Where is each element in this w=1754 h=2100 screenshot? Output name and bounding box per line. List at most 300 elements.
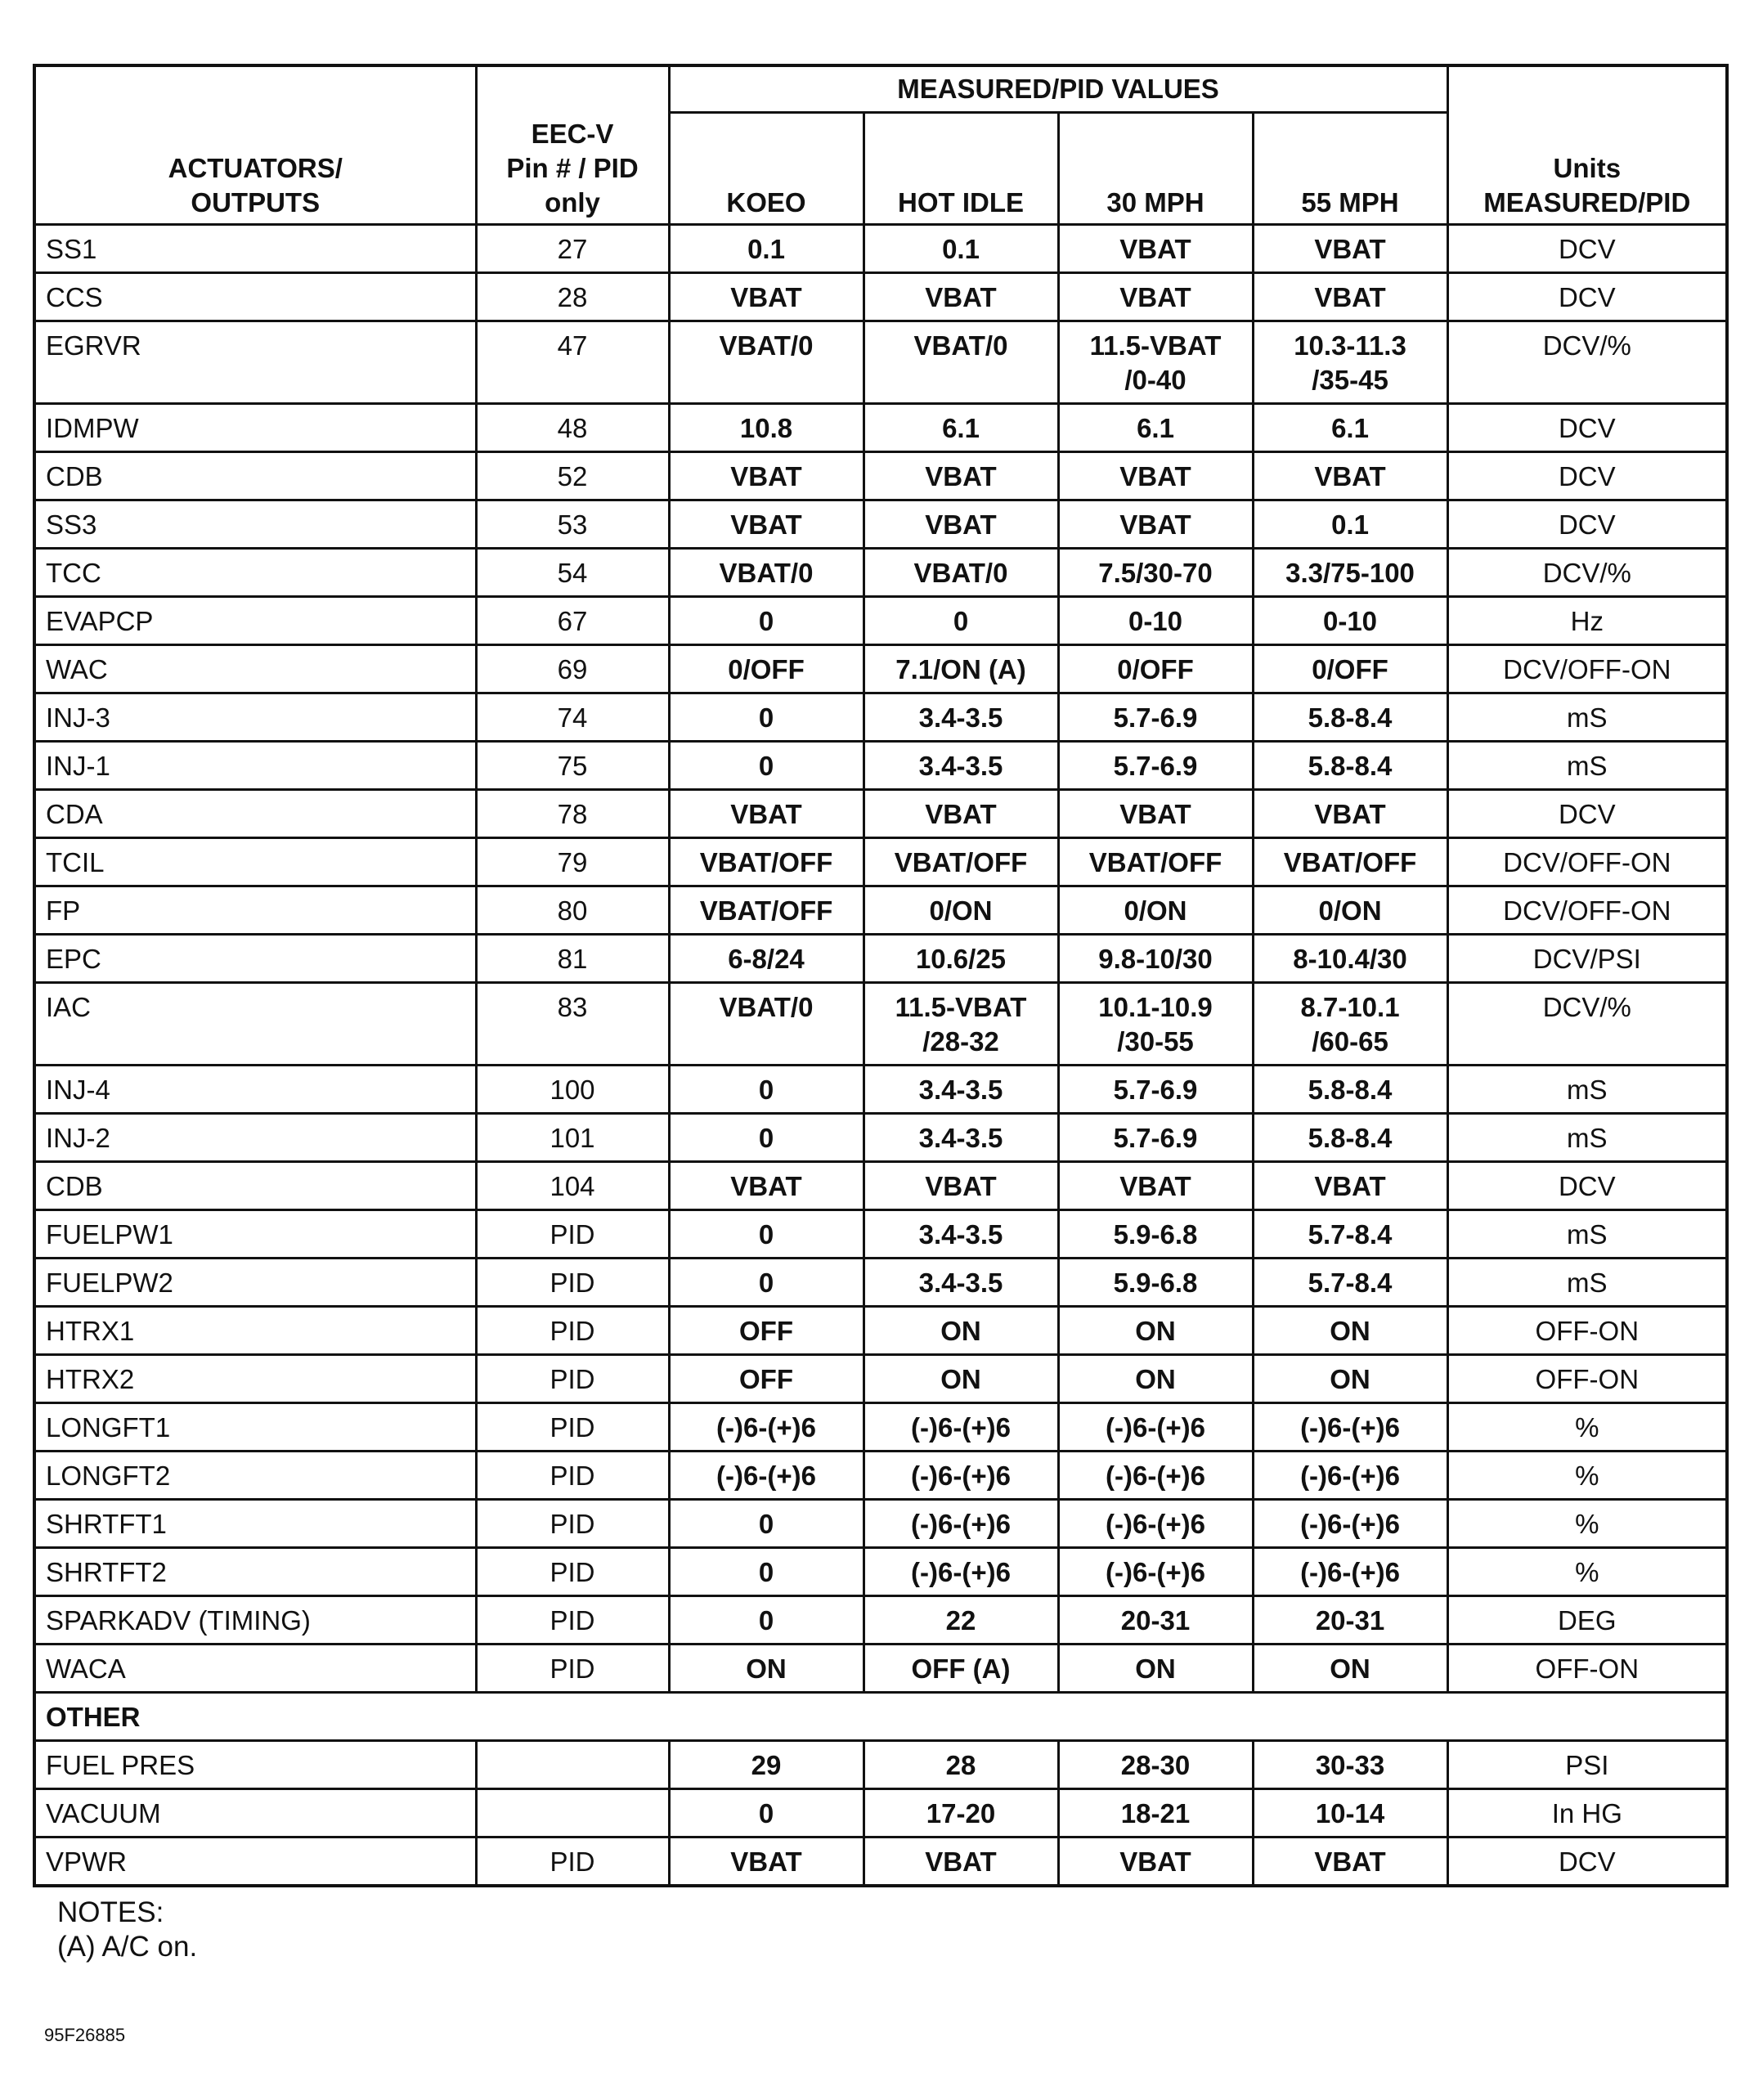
units-value: OFF-ON: [1447, 1645, 1727, 1693]
value-line: 5.7-6.9: [1113, 1123, 1198, 1153]
value-line: VBAT: [730, 1846, 802, 1877]
value-line: 0: [758, 1605, 774, 1636]
value-line: 0: [758, 606, 774, 636]
mph55-value: [1253, 1596, 1447, 1645]
koeo-value: [669, 1403, 864, 1452]
koeo-value: [669, 500, 864, 549]
units-value: DCV: [1447, 273, 1727, 321]
value-line: (-)6-(+)6: [716, 1412, 816, 1443]
mph30-value: [1058, 790, 1253, 838]
mph55-value: [1253, 742, 1447, 790]
koeo-value: [669, 1210, 864, 1259]
mph55-value: [1253, 1741, 1447, 1789]
mph55-value: [1253, 1066, 1447, 1114]
mph30-value: [1058, 1596, 1253, 1645]
hot-idle-value: [864, 597, 1058, 645]
koeo-value: [669, 935, 864, 983]
value-line: VBAT: [1119, 799, 1191, 829]
actuator-name: SHRTFT2: [34, 1548, 476, 1596]
mph30-value: [1058, 742, 1253, 790]
mph30-value: [1058, 838, 1253, 886]
table-row: [34, 1307, 1727, 1355]
value-line: 9.8-10/30: [1098, 944, 1213, 974]
mph30-value: [1058, 1259, 1253, 1307]
units-value: DCV/OFF-ON: [1447, 645, 1727, 693]
table-row: [34, 1596, 1727, 1645]
mph55-value: [1253, 1789, 1447, 1838]
mph55-value: [1253, 886, 1447, 935]
koeo-value: [669, 404, 864, 452]
koeo-value: [669, 452, 864, 500]
actuator-name: HTRX2: [34, 1355, 476, 1403]
koeo-value: [669, 1548, 864, 1596]
actuator-name: WACA: [34, 1645, 476, 1693]
value-line: 18-21: [1120, 1798, 1191, 1829]
value-line: VBAT/0: [913, 558, 1008, 588]
hot-idle-value: [864, 225, 1058, 273]
hot-idle-value: [864, 1500, 1058, 1548]
hot-idle-value: [864, 1114, 1058, 1162]
hot-idle-value: [864, 1596, 1058, 1645]
mph55-value: [1253, 1162, 1447, 1210]
value-line: 7.1/ON (A): [895, 654, 1026, 684]
koeo-value: [669, 693, 864, 742]
units-value: DEG: [1447, 1596, 1727, 1645]
hot-idle-value: [864, 790, 1058, 838]
value-line: 5.7-6.9: [1113, 751, 1198, 781]
value-line: 0: [758, 1075, 774, 1105]
value-line: 0: [758, 1798, 774, 1829]
value-line: VBAT: [1314, 799, 1386, 829]
mph30-value: [1058, 1162, 1253, 1210]
table-row: [34, 452, 1727, 500]
mph55-value: [1253, 225, 1447, 273]
value-line: 11.5-VBAT: [1089, 330, 1222, 361]
hot-idle-value: [864, 1307, 1058, 1355]
value-line: (-)6-(+)6: [1106, 1509, 1205, 1539]
mph30-value: [1058, 1500, 1253, 1548]
value-line: VBAT: [1314, 1171, 1386, 1201]
hot-idle-value: [864, 742, 1058, 790]
table-body: [34, 225, 1727, 1693]
actuator-name: INJ-1: [34, 742, 476, 790]
actuator-name: INJ-4: [34, 1066, 476, 1114]
units-value: DCV: [1447, 225, 1727, 273]
value-line: VBAT/OFF: [699, 847, 833, 877]
value-line: 11.5-VBAT: [895, 992, 1027, 1022]
actuator-name: WAC: [34, 645, 476, 693]
table-row: [34, 1210, 1727, 1259]
value-line: 0/ON: [929, 895, 993, 926]
value-line: 3.3/75-100: [1285, 558, 1415, 588]
hot-idle-value: [864, 1355, 1058, 1403]
value-line: /0-40: [1124, 365, 1187, 395]
value-line: 5.8-8.4: [1308, 702, 1393, 733]
value-line: 3.4-3.5: [918, 702, 1003, 733]
actuator-name: LONGFT1: [34, 1403, 476, 1452]
hot-idle-value: [864, 1789, 1058, 1838]
value-line: VBAT: [925, 1846, 997, 1877]
units-value: mS: [1447, 1259, 1727, 1307]
value-line: 30-33: [1315, 1750, 1385, 1780]
value-line: 3.4-3.5: [918, 1219, 1003, 1250]
value-line: (-)6-(+)6: [1106, 1461, 1205, 1491]
value-line: VBAT: [925, 461, 997, 491]
hot-idle-value: [864, 983, 1058, 1066]
pin-number: 81: [476, 935, 669, 983]
pin-number: PID: [476, 1259, 669, 1307]
koeo-value: [669, 1355, 864, 1403]
mph55-value: [1253, 1548, 1447, 1596]
koeo-value: [669, 1789, 864, 1838]
table-row: [34, 838, 1727, 886]
value-line: 17-20: [926, 1798, 996, 1829]
mph55-value: [1253, 838, 1447, 886]
value-line: ON: [1135, 1654, 1176, 1684]
header-55-mph: 55 MPH: [1253, 113, 1447, 225]
pin-number: 47: [476, 321, 669, 404]
value-line: 0/ON: [1124, 895, 1187, 926]
mph55-value: [1253, 1403, 1447, 1452]
pin-number: PID: [476, 1500, 669, 1548]
value-line: VBAT: [1314, 461, 1386, 491]
table-row: [34, 1066, 1727, 1114]
value-line: VBAT: [925, 282, 997, 312]
value-line: 29: [751, 1750, 782, 1780]
hot-idle-value: [864, 500, 1058, 549]
value-line: 0: [758, 1509, 774, 1539]
koeo-value: [669, 1259, 864, 1307]
table-row: [34, 1403, 1727, 1452]
hot-idle-value: [864, 1162, 1058, 1210]
units-value: mS: [1447, 693, 1727, 742]
value-line: 10.1-10.9: [1098, 992, 1213, 1022]
mph55-value: [1253, 983, 1447, 1066]
table-row: [34, 500, 1727, 549]
units-value: mS: [1447, 1114, 1727, 1162]
hot-idle-value: [864, 1838, 1058, 1887]
pin-number: 75: [476, 742, 669, 790]
table-row: [34, 1452, 1727, 1500]
pin-number: PID: [476, 1210, 669, 1259]
koeo-value: [669, 597, 864, 645]
value-line: VBAT/OFF: [1283, 847, 1417, 877]
units-value: OFF-ON: [1447, 1355, 1727, 1403]
value-line: 6.1: [942, 413, 980, 443]
other-table-body: [34, 1741, 1727, 1887]
mph30-value: [1058, 1355, 1253, 1403]
mph55-value: [1253, 1355, 1447, 1403]
pin-number: PID: [476, 1452, 669, 1500]
value-line: /30-55: [1117, 1026, 1194, 1057]
mph55-value: [1253, 273, 1447, 321]
koeo-value: [669, 1114, 864, 1162]
value-line: VBAT: [1314, 234, 1386, 264]
value-line: 28: [945, 1750, 976, 1780]
units-value: Hz: [1447, 597, 1727, 645]
koeo-value: [669, 838, 864, 886]
value-line: VBAT/0: [719, 558, 814, 588]
actuator-name: CDB: [34, 452, 476, 500]
pin-number: 28: [476, 273, 669, 321]
mph30-value: [1058, 1548, 1253, 1596]
notes-title: NOTES:: [57, 1896, 164, 1928]
units-value: DCV: [1447, 452, 1727, 500]
value-line: 0.1: [1331, 509, 1369, 540]
value-line: 3.4-3.5: [918, 1123, 1003, 1153]
units-value: mS: [1447, 1210, 1727, 1259]
units-value: DCV: [1447, 404, 1727, 452]
koeo-value: [669, 225, 864, 273]
hot-idle-value: [864, 1210, 1058, 1259]
value-line: 10.3-11.3: [1294, 330, 1406, 361]
koeo-value: [669, 273, 864, 321]
header-measured-pid-values: MEASURED/PID VALUES: [669, 65, 1447, 113]
mph55-value: [1253, 404, 1447, 452]
units-value: DCV/%: [1447, 321, 1727, 404]
mph55-value: [1253, 1838, 1447, 1887]
mph30-value: [1058, 1066, 1253, 1114]
mph30-value: [1058, 273, 1253, 321]
value-line: 10-14: [1315, 1798, 1385, 1829]
koeo-value: [669, 321, 864, 404]
table-row: [34, 321, 1727, 404]
mph30-value: [1058, 321, 1253, 404]
actuator-name: EPC: [34, 935, 476, 983]
value-line: 5.7-6.9: [1113, 1075, 1198, 1105]
value-line: (-)6-(+)6: [1300, 1461, 1400, 1491]
value-line: VBAT: [730, 509, 802, 540]
mph55-value: [1253, 790, 1447, 838]
mph30-value: [1058, 1210, 1253, 1259]
table-row: [34, 1355, 1727, 1403]
value-line: VBAT/0: [913, 330, 1008, 361]
table-row: [34, 645, 1727, 693]
pin-number: 74: [476, 693, 669, 742]
value-line: ON: [746, 1654, 787, 1684]
koeo-value: [669, 645, 864, 693]
other-section-header: [34, 1693, 1727, 1741]
table-row: [34, 1259, 1727, 1307]
value-line: 0-10: [1128, 606, 1183, 636]
mph55-value: [1253, 452, 1447, 500]
units-value: %: [1447, 1403, 1727, 1452]
hot-idle-value: [864, 1645, 1058, 1693]
header-koeo: KOEO: [669, 113, 864, 225]
header-pin-pid: EEC-V Pin # / PID only: [476, 65, 669, 225]
mph55-value: [1253, 1114, 1447, 1162]
mph30-value: [1058, 645, 1253, 693]
value-line: (-)6-(+)6: [911, 1461, 1011, 1491]
table-row: [34, 549, 1727, 597]
table-row: [34, 1741, 1727, 1789]
koeo-value: [669, 1596, 864, 1645]
mph30-value: [1058, 693, 1253, 742]
hot-idle-value: [864, 404, 1058, 452]
mph55-value: [1253, 1452, 1447, 1500]
actuator-name: FUEL PRES: [34, 1741, 476, 1789]
units-value: DCV/PSI: [1447, 935, 1727, 983]
pin-number: 69: [476, 645, 669, 693]
value-line: VBAT: [925, 1171, 997, 1201]
actuator-name: HTRX1: [34, 1307, 476, 1355]
koeo-value: [669, 1162, 864, 1210]
table-row: [34, 404, 1727, 452]
units-value: DCV: [1447, 790, 1727, 838]
value-line: 3.4-3.5: [918, 1075, 1003, 1105]
actuator-name: SS3: [34, 500, 476, 549]
header-actuators-outputs: ACTUATORS/ OUTPUTS: [34, 65, 476, 225]
hot-idle-value: [864, 693, 1058, 742]
table-row: [34, 935, 1727, 983]
mph55-value: [1253, 693, 1447, 742]
value-line: VBAT/0: [719, 330, 814, 361]
hot-idle-value: [864, 1452, 1058, 1500]
value-line: VBAT: [1314, 282, 1386, 312]
actuator-name: FP: [34, 886, 476, 935]
value-line: VBAT: [730, 461, 802, 491]
value-line: VBAT: [925, 509, 997, 540]
mph30-value: [1058, 1114, 1253, 1162]
mph55-value: [1253, 1307, 1447, 1355]
value-line: VBAT: [1119, 461, 1191, 491]
value-line: VBAT: [730, 799, 802, 829]
value-line: ON: [940, 1364, 981, 1394]
pin-number: 52: [476, 452, 669, 500]
value-line: 0.1: [747, 234, 785, 264]
units-value: OFF-ON: [1447, 1307, 1727, 1355]
mph55-value: [1253, 935, 1447, 983]
units-value: %: [1447, 1452, 1727, 1500]
header-30-mph: 30 MPH: [1058, 113, 1253, 225]
value-line: (-)6-(+)6: [911, 1557, 1011, 1587]
mph30-value: [1058, 1838, 1253, 1887]
pin-number: [476, 1789, 669, 1838]
hot-idle-value: [864, 1741, 1058, 1789]
value-line: 0: [758, 1268, 774, 1298]
value-line: 0: [758, 751, 774, 781]
value-line: 0: [758, 1219, 774, 1250]
value-line: 0/OFF: [1312, 654, 1388, 684]
value-line: 5.9-6.8: [1113, 1219, 1198, 1250]
table-row: [34, 1645, 1727, 1693]
value-line: OFF: [739, 1364, 793, 1394]
value-line: (-)6-(+)6: [911, 1509, 1011, 1539]
value-line: 5.9-6.8: [1113, 1268, 1198, 1298]
actuator-name: IDMPW: [34, 404, 476, 452]
table-row: [34, 1789, 1727, 1838]
units-value: DCV/OFF-ON: [1447, 838, 1727, 886]
value-line: ON: [1330, 1316, 1370, 1346]
value-line: /35-45: [1312, 365, 1388, 395]
pin-number: 101: [476, 1114, 669, 1162]
pin-number: 53: [476, 500, 669, 549]
pin-number: 27: [476, 225, 669, 273]
value-line: 5.7-8.4: [1308, 1219, 1393, 1250]
units-value: mS: [1447, 742, 1727, 790]
value-line: 5.8-8.4: [1308, 1123, 1393, 1153]
koeo-value: [669, 742, 864, 790]
actuator-name: FUELPW2: [34, 1259, 476, 1307]
hot-idle-value: [864, 1403, 1058, 1452]
value-line: 0.1: [942, 234, 980, 264]
table-row: [34, 983, 1727, 1066]
pin-number: 104: [476, 1162, 669, 1210]
hot-idle-value: [864, 549, 1058, 597]
pin-number: PID: [476, 1838, 669, 1887]
mph55-value: [1253, 1645, 1447, 1693]
pin-number: 67: [476, 597, 669, 645]
value-line: VBAT: [730, 1171, 802, 1201]
koeo-value: [669, 1838, 864, 1887]
header-units: Units MEASURED/PID: [1447, 65, 1727, 225]
actuator-name: CDB: [34, 1162, 476, 1210]
hot-idle-value: [864, 838, 1058, 886]
actuator-name: CCS: [34, 273, 476, 321]
actuator-name: TCC: [34, 549, 476, 597]
value-line: ON: [1330, 1654, 1370, 1684]
value-line: 0: [758, 702, 774, 733]
actuator-name: TCIL: [34, 838, 476, 886]
value-line: VBAT: [1314, 1846, 1386, 1877]
note-item: (A) A/C on.: [57, 1931, 198, 1963]
mph55-value: [1253, 549, 1447, 597]
mph30-value: [1058, 452, 1253, 500]
value-line: VBAT: [1119, 234, 1191, 264]
actuator-name: FUELPW1: [34, 1210, 476, 1259]
table-row: [34, 1114, 1727, 1162]
pin-number: PID: [476, 1596, 669, 1645]
value-line: 0/ON: [1318, 895, 1382, 926]
units-value: DCV: [1447, 500, 1727, 549]
value-line: (-)6-(+)6: [1300, 1509, 1400, 1539]
actuator-name: LONGFT2: [34, 1452, 476, 1500]
value-line: 5.7-8.4: [1308, 1268, 1393, 1298]
pid-values-table: [33, 64, 1729, 1887]
hot-idle-value: [864, 321, 1058, 404]
mph55-value: [1253, 500, 1447, 549]
value-line: 3.4-3.5: [918, 751, 1003, 781]
table-row: [34, 693, 1727, 742]
koeo-value: [669, 790, 864, 838]
pin-number: PID: [476, 1403, 669, 1452]
value-line: 0: [953, 606, 969, 636]
value-line: VBAT: [1119, 1846, 1191, 1877]
pin-number: PID: [476, 1548, 669, 1596]
value-line: 0-10: [1322, 606, 1378, 636]
units-value: DCV: [1447, 1838, 1727, 1887]
koeo-value: [669, 1500, 864, 1548]
koeo-value: [669, 1307, 864, 1355]
hot-idle-value: [864, 1259, 1058, 1307]
value-line: 5.8-8.4: [1308, 751, 1393, 781]
koeo-value: [669, 549, 864, 597]
pin-number: 78: [476, 790, 669, 838]
pin-number: PID: [476, 1645, 669, 1693]
actuator-name: VACUUM: [34, 1789, 476, 1838]
value-line: 0/OFF: [1117, 654, 1194, 684]
pin-number: PID: [476, 1307, 669, 1355]
figure-id: 95F26885: [44, 2025, 126, 2045]
value-line: VBAT: [925, 799, 997, 829]
actuator-name: EGRVR: [34, 321, 476, 404]
value-line: /28-32: [922, 1026, 999, 1057]
value-line: 3.4-3.5: [918, 1268, 1003, 1298]
value-line: 5.8-8.4: [1308, 1075, 1393, 1105]
value-line: 28-30: [1120, 1750, 1191, 1780]
spec-sheet: [33, 64, 1725, 1887]
table-row: [34, 1500, 1727, 1548]
